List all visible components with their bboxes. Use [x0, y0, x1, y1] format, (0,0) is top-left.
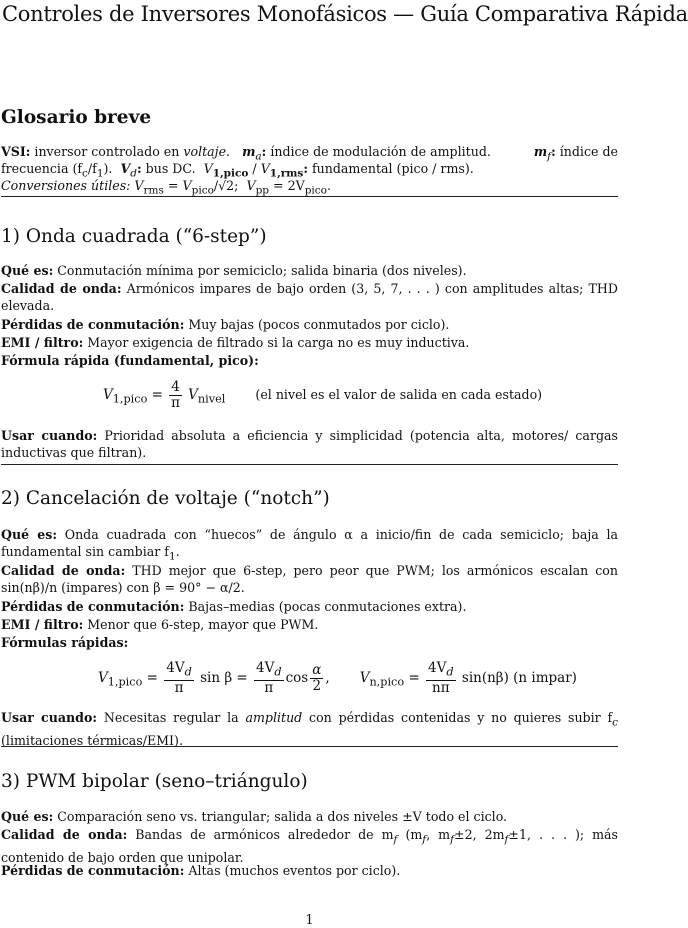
s2-usar-cuando: Usar cuando: Necesitas regular la amplitud con pérdidas contenidas y no quieres subir $f_c$ (limitaciones térmicas/EMI).: [1, 710, 618, 748]
section-2-heading: 2) Cancelación de voltaje (“notch”): [1, 488, 330, 509]
glossary-line-3: Conversiones útiles: $V_{rms} = V_{pico}/√2$; $V_{pp} = 2V_{pico}$.: [1, 178, 332, 197]
s2-perdidas: Pérdidas de conmutación: Bajas–medias (pocas conmutaciones extra).: [1, 599, 467, 614]
s3-calidad: Calidad de onda: Bandas de armónicos alrededor de $m_f$ ($m_f$, $m_f\pm 2$, $2m_f\pm 1$, . . . ); más contenido de bajo orden que unipolar.: [1, 827, 618, 865]
glossary-line-2: frecuencia $(f_c/f_1)$. $V_d$: bus DC. $V_{1,pico} / V_{1,rms}$: fundamental (pico / rms).: [1, 161, 474, 180]
page-number: 1: [305, 913, 314, 928]
glossary-heading: Glosario breve: [1, 107, 152, 128]
s1-perdidas: Pérdidas de conmutación: Muy bajas (pocos conmutados por ciclo).: [1, 317, 450, 332]
s1-que-es: Qué es: Conmutación mínima por semiciclo; salida binaria (dos niveles).: [1, 263, 467, 278]
section-3-heading: 3) PWM bipolar (seno–triángulo): [1, 771, 308, 792]
s2-emi: EMI / filtro: Menor que 6-step, mayor que PWM.: [1, 617, 319, 632]
s1-emi: EMI / filtro: Mayor exigencia de filtrado si la carga no es muy inductiva.: [1, 335, 470, 350]
s2-formula-label: Fórmulas rápidas:: [1, 635, 129, 650]
s2-calidad: Calidad de onda: THD mejor que 6-step, pero peor que PWM; los armónicos escalan con sin(nβ)/n (impares) con β = 90° − α/2.: [1, 563, 618, 595]
section-divider: [1, 464, 618, 465]
section-1-heading: 1) Onda cuadrada (“6-step”): [1, 226, 267, 247]
s1-usar-cuando: Usar cuando: Prioridad absoluta a eficiencia y simplicidad (potencia alta, motores/ cargas inductivas que filtran).: [1, 428, 618, 460]
s3-que-es: Qué es: Comparación seno vs. triangular; salida a dos niveles ±V todo el ciclo.: [1, 809, 508, 824]
section-divider: [1, 746, 618, 747]
s1-formula: $V_{1,pico}$ = $\frac{4}{\pi}$ $V_{nivel}$ (el nivel es el valor de salida en cada estado): [103, 379, 543, 411]
s2-que-es: Qué es: Onda cuadrada con “huecos” de ángulo α a inicio/fin de cada semiciclo; baja la fundamental sin cambiar $f_1$.: [1, 527, 619, 563]
s3-perdidas: Pérdidas de conmutación: Altas (muchos eventos por ciclo).: [1, 863, 401, 878]
section-divider: [1, 196, 618, 197]
s2-formula: $V_{1,pico}$ = $\frac{4V_d}{\pi}$ sin β = $\frac{4V_d}{\pi}$ cos $\frac{\alpha}{2}$ , $V_{n,pico}$ = $\frac{4V_d}{n\pi}$ sin(nβ) (n impar): [98, 660, 577, 696]
page-title: Controles de Inversores Monofásicos — Guía Comparativa Rápida: [2, 2, 688, 26]
s1-formula-label: Fórmula rápida (fundamental, pico):: [1, 353, 259, 368]
glossary-line-1: VSI: inversor controlado en voltaje. $m_a$: índice de modulación de amplitud. $m_f$: índice de: [1, 144, 618, 163]
s1-calidad: Calidad de onda: Armónicos impares de bajo orden (3, 5, 7, . . . ) con amplitudes altas; THD elevada.: [1, 281, 618, 313]
